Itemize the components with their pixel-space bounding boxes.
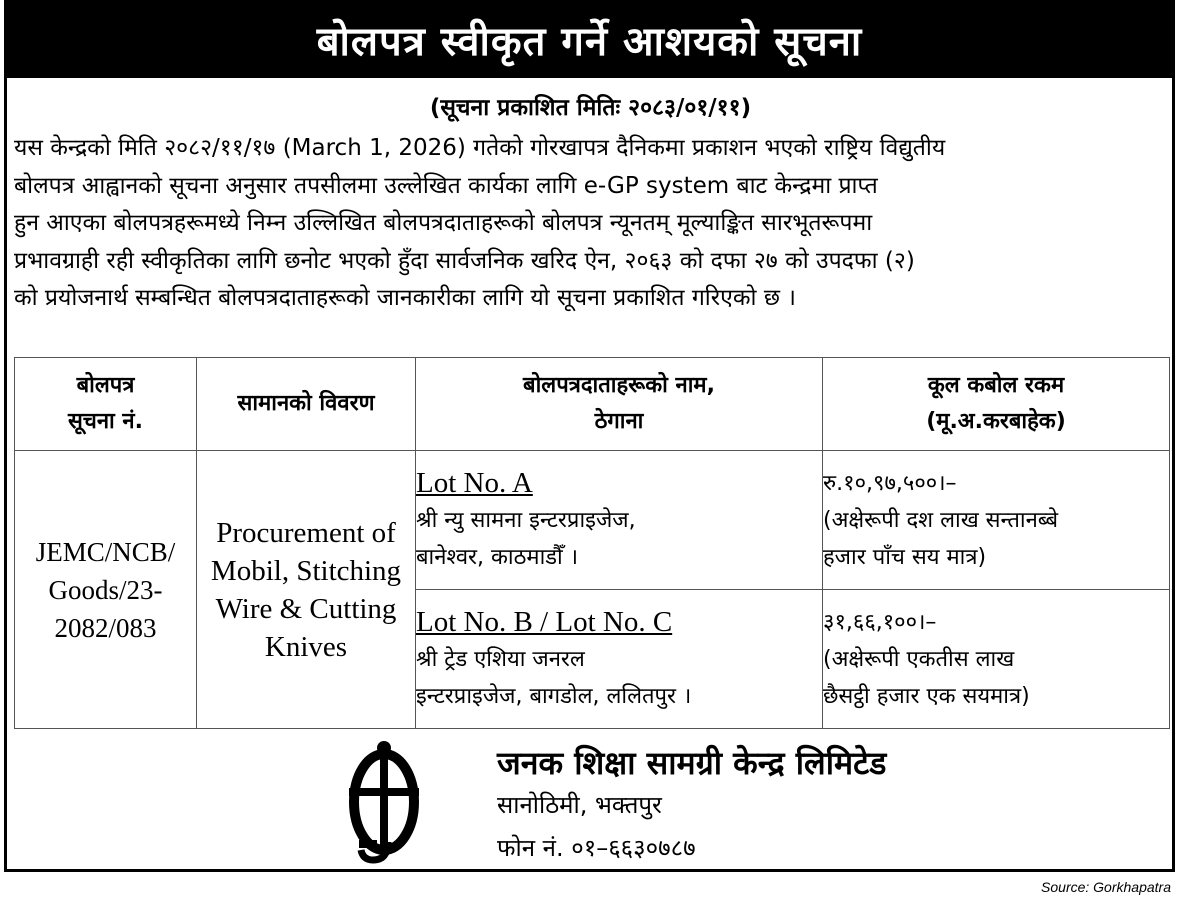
- source-credit: Source: Gorkhapatra: [1041, 879, 1171, 895]
- body-line: हुन आएका बोलपत्रहरूमध्ये निम्न उल्लिखित बोलपत्रदाताहरूको बोलपत्र न्यूनतम् मूल्याङ्कित सारभूतरूपमा: [14, 210, 873, 236]
- item-description-cell: Procurement of Mobil, Stitching Wire & Cutting Knives: [197, 451, 416, 729]
- amount-cell-lot-b-c: ३१,६६,१००।– (अक्षेरूपी एकतीस लाख छैसट्ठी हजार एक सयमात्र): [823, 590, 1170, 729]
- body-line: बोलपत्र आह्वानको सूचना अनुसार तपसीलमा उल्लेखित कार्यका लागि e-GP system बाट केन्द्रमा प्राप्त: [14, 172, 878, 199]
- company-phone: फोन नं. ०१–६६३०७८७: [497, 834, 696, 862]
- header-item-description: सामानको विवरण: [197, 358, 416, 451]
- amount-cell-lot-a: रु.१०,९७,५००।– (अक्षेरूपी दश लाख सन्तानब्बे हजार पाँच सय मात्र): [823, 451, 1170, 590]
- publication-date: (सूचना प्रकाशित मितिः २०८३/०१/११): [429, 95, 752, 121]
- company-name: जनक शिक्षा सामग्री केन्द्र लिमिटेड: [497, 744, 887, 782]
- bidder-cell-lot-a: Lot No. A श्री न्यु सामना इन्टरप्राइजेज, बानेश्वर, काठमाडौँ ।: [416, 451, 823, 590]
- janak-logo-icon: [345, 738, 423, 866]
- bidder-cell-lot-b-c: Lot No. B / Lot No. C श्री ट्रेड एशिया जनरल इन्टरप्राइजेज, बागडोल, ललितपुर ।: [416, 590, 823, 729]
- award-table: [14, 357, 1170, 729]
- notice-title: बोलपत्र स्वीकृत गर्ने आशयको सूचना: [4, 0, 1175, 78]
- notice-body: [14, 130, 1166, 318]
- body-line: को प्रयोजनार्थ सम्बन्धित बोलपत्रदाताहरूको जानकारीका लागि यो सूचना प्रकाशित गरिएको छ ।: [14, 285, 796, 311]
- body-line: प्रभावग्राही रही स्वीकृतिका लागि छनोट भएको हुँदा सार्वजनिक खरिद ऐन, २०६३ को दफा २७ को उपदफा (२): [14, 247, 915, 274]
- company-address: सानोठिमी, भक्तपुर: [497, 791, 662, 819]
- lot-label: Lot No. B / Lot No. C: [416, 605, 673, 638]
- header-total-bid-amount: कूल कबोल रकम (मू.अ.करबाहेक): [823, 358, 1170, 451]
- bid-reference-cell: JEMC/NCB/ Goods/23- 2082/083: [15, 451, 197, 729]
- header-bidder-name-address: बोलपत्रदाताहरूको नाम, ठेगाना: [416, 358, 823, 451]
- header-bid-notice-no: बोलपत्र सूचना नं.: [15, 358, 197, 451]
- table-row: [15, 451, 1170, 590]
- body-line: यस केन्द्रको मिति २०८२/११/१७ (March 1, 2026) गतेको गोरखापत्र दैनिकमा प्रकाशन भएको राष्ट्रिय विद्युतीय: [14, 135, 946, 161]
- lot-label: Lot No. A: [416, 466, 533, 499]
- table-header-row: [15, 358, 1170, 451]
